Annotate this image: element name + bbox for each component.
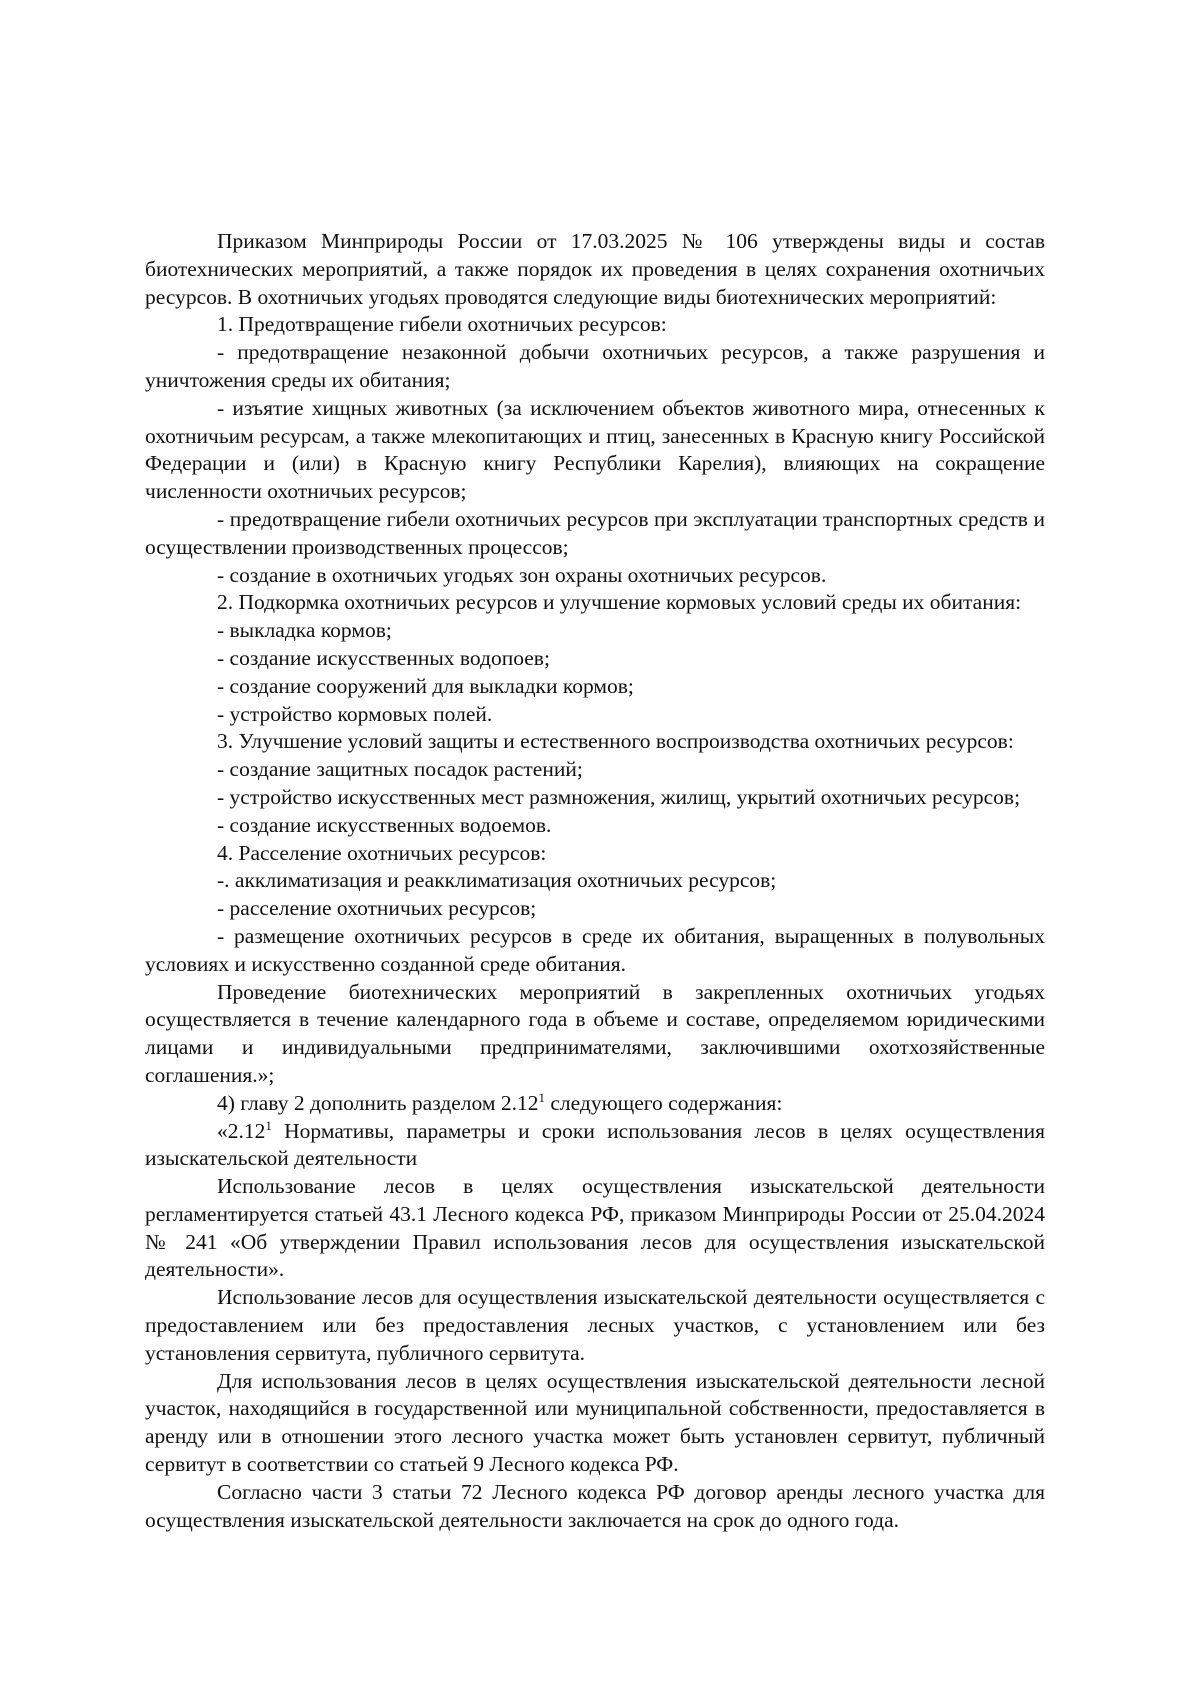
list-item: - устройство кормовых полей. <box>217 701 493 726</box>
list-item: -. акклиматизация и реакклиматизация охотничьих ресурсов; <box>217 868 777 893</box>
list-item: - устройство искусственных мест размножения, жилищ, укрытий охотничьих ресурсов; <box>217 784 1021 809</box>
list-heading-2: 2. Подкормка охотничьих ресурсов и улучшение кормовых условий среды их обитания: <box>217 590 1022 615</box>
superscript: 1 <box>265 1117 272 1133</box>
paragraph: Использование лесов для осуществления изыскательской деятельности осуществляется с предоставлением или без предоставления лесных участков, с установлением или без установления сервитута, публичного сервитута. <box>145 1285 1045 1365</box>
list-item: - создание сооружений для выкладки кормов; <box>217 673 634 698</box>
paragraph: Для использования лесов в целях осуществления изыскательской деятельности лесной участок, находящийся в государственной или муниципальной собственности, предоставляется в аренду или в отношении этого лесного участка может быть установлен сервитут, публичный сервитут в соответствии со статьей 9 Лесного кодекса РФ. <box>145 1368 1045 1477</box>
list-item: - предотвращение незаконной добычи охотничьих ресурсов, а также разрушения и уничтожения среды их обитания; <box>145 340 1045 392</box>
list-item: - создание в охотничьих угодьях зон охраны охотничьих ресурсов. <box>217 562 827 587</box>
paragraph: Использование лесов в целях осуществления изыскательской деятельности регламентируется статьей 43.1 Лесного кодекса РФ, приказом Минприроды России от 25.04.2024 № 241 «Об утверждении Правил использования лесов для осуществления изыскательской деятельности». <box>145 1174 1045 1282</box>
amendment-text-end: следующего содержания: <box>544 1090 783 1115</box>
list-item: - создание искусственных водопоев; <box>217 645 550 670</box>
amendment-text: 4) главу 2 дополнить разделом 2.12 <box>217 1090 539 1115</box>
list-item: - расселение охотничьих ресурсов; <box>217 896 537 921</box>
list-item: - размещение охотничьих ресурсов в среде их обитания, выращенных в полувольных условиях и искусственно созданной среде обитания. <box>145 923 1045 976</box>
paragraph: Согласно части 3 статьи 72 Лесного кодекса РФ договор аренды лесного участка для осуществления изыскательской деятельности заключается на срок до одного года. <box>145 1479 1045 1532</box>
list-item: - создание защитных посадок растений; <box>217 757 583 782</box>
list-item: - изъятие хищных животных (за исключением объектов животного мира, отнесенных к охотничьим ресурсам, а также млекопитающих и птиц, занесенных в Красную книгу Российской Федерации и (или) в Красную книгу Республики Карелия), влияющих на сокращение численности охотничьих ресурсов; <box>145 395 1045 504</box>
superscript: 1 <box>538 1089 545 1105</box>
list-item: - выкладка кормов; <box>217 618 392 643</box>
section-title: Нормативы, параметры и сроки использования лесов в целях осуществления изыскательской деятельности <box>145 1118 1045 1171</box>
section-number: «2.12 <box>217 1118 266 1143</box>
paragraph-intro: Приказом Минприроды России от 17.03.2025 № 106 утверждены виды и состав биотехнических мероприятий, а также порядок их проведения в целях сохранения охотничьих ресурсов. В охотничьих угодьях проводятся следующие виды биотехнических мероприятий: <box>145 229 1045 309</box>
list-item: - предотвращение гибели охотничьих ресурсов при эксплуатации транспортных средств и осуществлении производственных процессов; <box>145 506 1045 559</box>
amendment-line <box>145 1090 1045 1118</box>
list-heading-4: 4. Расселение охотничьих ресурсов: <box>217 840 547 865</box>
list-heading-3: 3. Улучшение условий защиты и естественного воспроизводства охотничьих ресурсов: <box>217 729 1014 754</box>
paragraph-conclusion: Проведение биотехнических мероприятий в закрепленных охотничьих угодьях осуществляется в течение календарного года в объеме и составе, определяемом юридическими лицами и индивидуальными предпринимателями, заключившими охотхозяйственные соглашения.»; <box>145 979 1045 1087</box>
section-heading <box>145 1118 1045 1174</box>
document-page <box>145 228 1045 1534</box>
list-heading-1: 1. Предотвращение гибели охотничьих ресурсов: <box>217 312 667 337</box>
list-item: - создание искусственных водоемов. <box>217 812 552 837</box>
